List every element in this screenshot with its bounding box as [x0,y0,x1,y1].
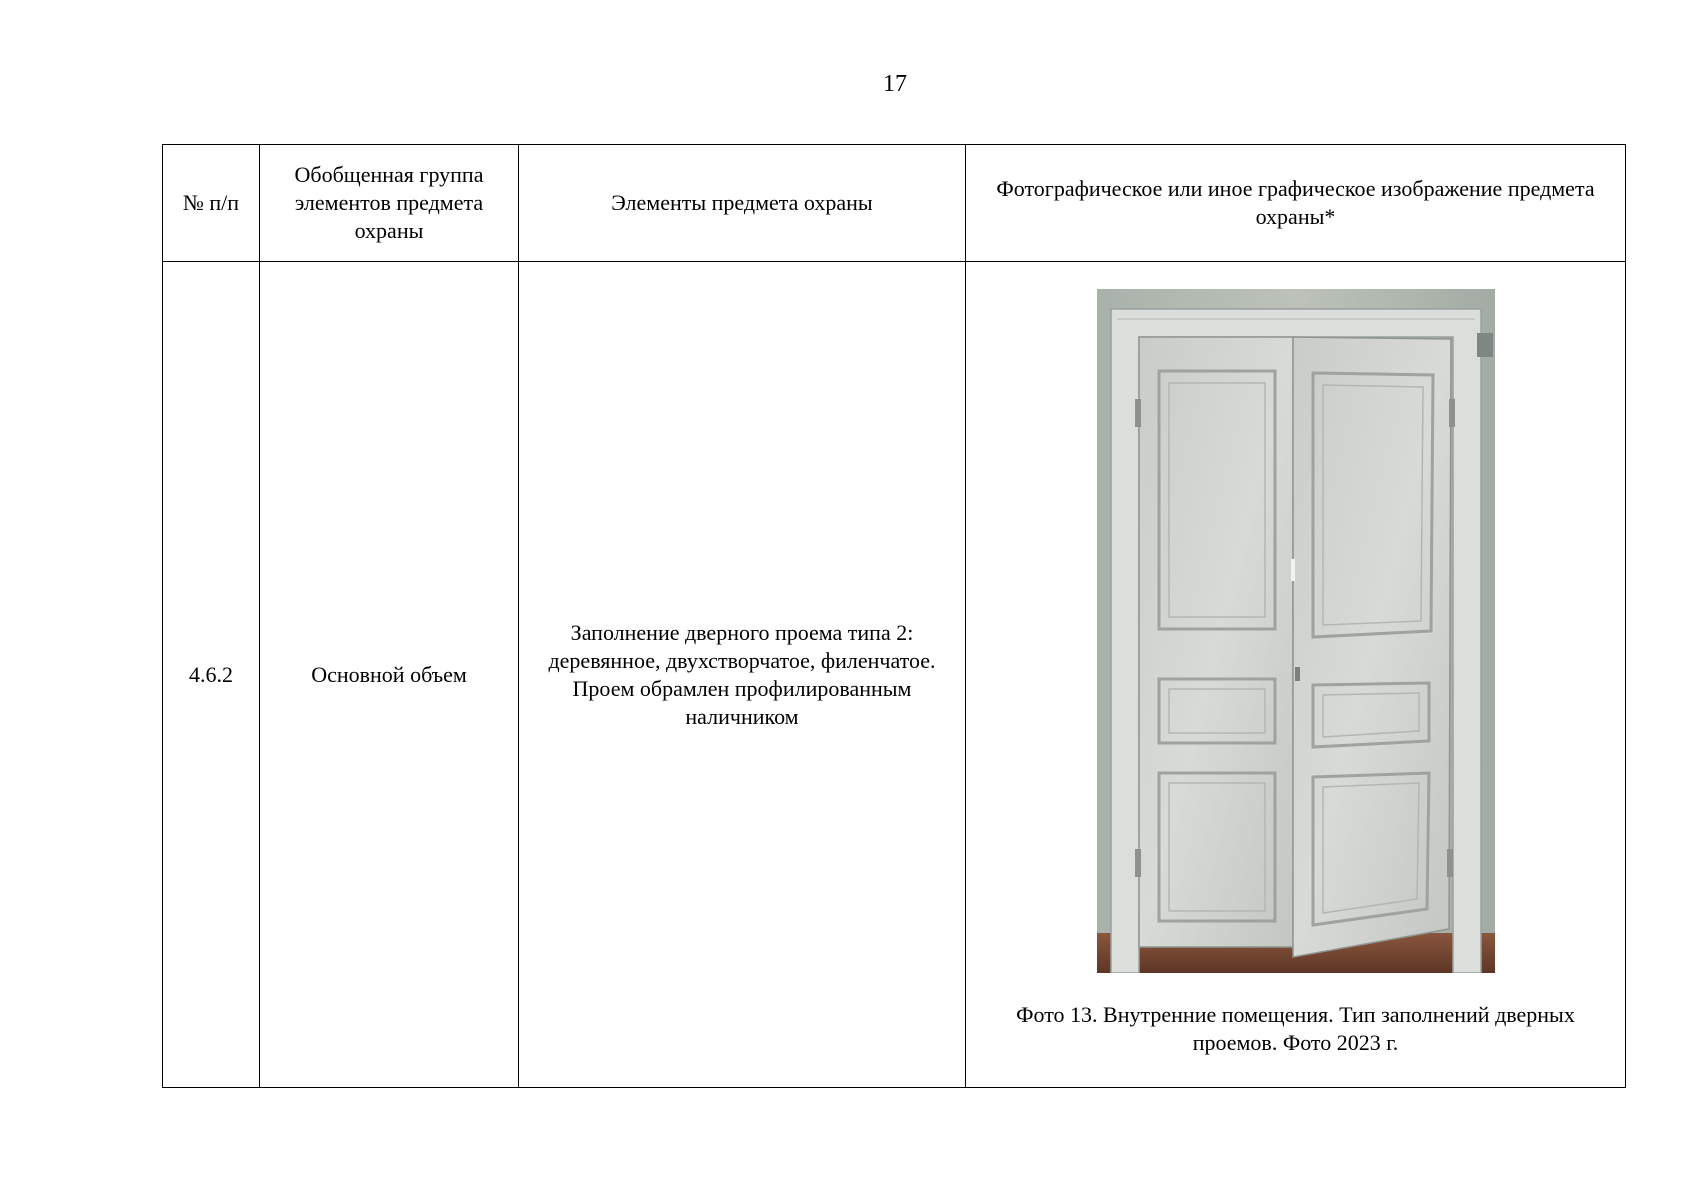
door-hinge-top [1135,399,1141,427]
header-number: № п/п [163,145,260,262]
row-elements [519,262,966,1088]
row-number: 4.6.2 [163,262,260,1088]
row-photo-cell [966,262,1626,1088]
photo-wrap [966,262,1625,1087]
door-left-leaf [1139,337,1293,947]
table-header-row [163,145,1626,262]
header-photo: Фотографическое или иное графическое изображение предмета охраны* [966,145,1626,262]
header-elements: Элементы предмета охраны [519,145,966,262]
protection-table [162,144,1626,1088]
row-elements-line-2: Проем обрамлен профилированным наличником [572,675,912,729]
row-group: Основной объем [260,262,519,1088]
page-number: 17 [883,71,907,97]
photo-caption: Фото 13. Внутренние помещения. Тип заполнений дверных проемов. Фото 2023 г. [1016,1002,1575,1055]
door-handle [1295,667,1300,681]
header-group: Обобщенная группа элементов предмета охраны [260,145,519,262]
row-elements-line-1: Заполнение дверного проема типа 2: деревянное, двухстворчатое, филенчатое. [548,619,936,673]
door-photo [1097,289,1495,973]
door-latch [1291,559,1295,581]
table-row [163,262,1626,1088]
wall-fixture [1477,333,1493,357]
door-hinge-bottom [1135,849,1141,877]
